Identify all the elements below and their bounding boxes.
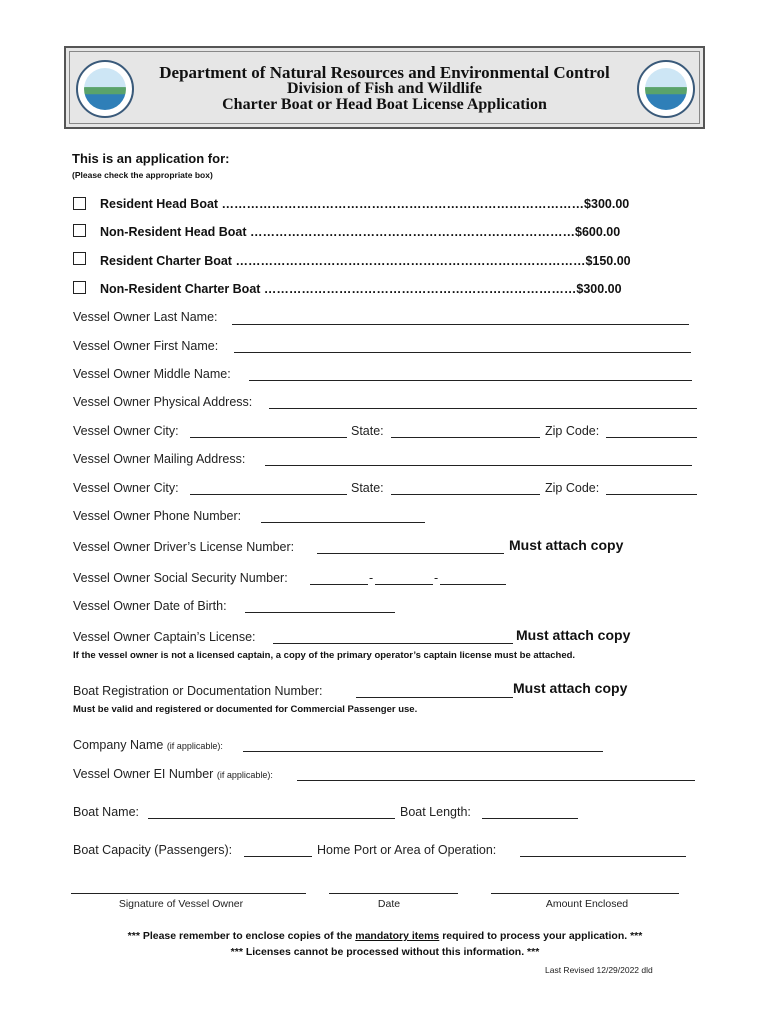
ssn-part3-field[interactable] [440,584,506,585]
phone-field[interactable] [261,522,425,523]
boat-length-field[interactable] [482,818,578,819]
registration-field[interactable] [356,697,513,698]
middle-name-label: Vessel Owner Middle Name: [73,367,231,381]
registration-note: Must be valid and registered or documented for Commercial Passenger use. [73,704,418,715]
company-name-label [73,738,223,752]
footer-reminder [0,930,770,942]
home-port-label: Home Port or Area of Operation: [317,843,497,857]
boat-name-field[interactable] [148,818,395,819]
physical-address-field[interactable] [269,408,697,409]
mailing-city-label: Vessel Owner City: [73,481,179,495]
resident-charter-boat-label: Resident Charter Boat …………………………………………………………………………$150.00 [100,254,631,268]
state-label: State: [351,424,384,438]
mandatory-items-link[interactable]: mandatory items [355,930,440,942]
amount-enclosed-caption: Amount Enclosed [545,898,629,910]
company-name-field[interactable] [243,751,603,752]
last-name-field[interactable] [232,324,689,325]
signature-caption: Signature of Vessel Owner [118,898,244,910]
footer-reminder-start: *** Please remember to enclose copies of the [127,930,356,942]
drivers-license-label: Vessel Owner Driver’s License Number: [73,540,295,554]
application-for-note: (Please check the appropriate box) [72,170,213,180]
last-name-label: Vessel Owner Last Name: [73,310,218,324]
mailing-state-field[interactable] [391,494,540,495]
city-label: Vessel Owner City: [73,424,179,438]
date-line[interactable] [329,893,458,894]
phone-label: Vessel Owner Phone Number: [73,509,242,523]
last-revised: Last Revised 12/29/2022 dld [545,965,653,975]
zip-field[interactable] [606,437,697,438]
registration-label: Boat Registration or Documentation Number: [73,684,323,698]
footer-reminder-end: required to process your application. *** [439,930,643,942]
resident-head-boat-label: Resident Head Boat ……………………………………………………………………………$300.00 [100,197,630,211]
non-resident-head-boat-label: Non-Resident Head Boat ……………………………………………………………………$600.00 [100,225,621,239]
dob-label: Vessel Owner Date of Birth: [73,599,227,613]
dnrec-seal-icon [76,60,134,118]
captains-license-field[interactable] [273,643,513,644]
resident-charter-boat-checkbox[interactable] [73,252,86,265]
mailing-city-field[interactable] [190,494,347,495]
company-name-if-applicable: (if applicable): [166,741,223,751]
resident-head-boat-checkbox[interactable] [73,197,86,210]
captains-license-label: Vessel Owner Captain’s License: [73,630,256,644]
boat-capacity-field[interactable] [244,856,312,857]
captain-license-note: If the vessel owner is not a licensed captain, a copy of the primary operator’s captain license must be attached. [73,650,576,661]
non-resident-head-boat-checkbox[interactable] [73,224,86,237]
company-name-text: Company Name [73,738,164,752]
mailing-address-field[interactable] [265,465,692,466]
header-division: Division of Fish and Wildlife [286,80,482,97]
captains-license-must-attach: Must attach copy [516,627,631,643]
amount-enclosed-line[interactable] [491,893,679,894]
state-field[interactable] [391,437,540,438]
mailing-state-label: State: [351,481,384,495]
fish-wildlife-seal-icon [637,60,695,118]
header-department: Department of Natural Resources and Environmental Control [159,63,610,82]
drivers-license-must-attach: Must attach copy [509,537,624,553]
boat-capacity-label: Boat Capacity (Passengers): [73,843,233,857]
ssn-part2-field[interactable] [375,584,433,585]
first-name-field[interactable] [234,352,691,353]
ei-number-text: Vessel Owner EI Number [73,767,214,781]
mailing-zip-label: Zip Code: [545,481,600,495]
dob-field[interactable] [245,612,395,613]
non-resident-charter-boat-checkbox[interactable] [73,281,86,294]
physical-address-label: Vessel Owner Physical Address: [73,395,253,409]
header-form-title: Charter Boat or Head Boat License Application [222,96,547,113]
first-name-label: Vessel Owner First Name: [73,339,219,353]
zip-label: Zip Code: [545,424,600,438]
form-header [64,46,705,129]
mailing-zip-field[interactable] [606,494,697,495]
ssn-label: Vessel Owner Social Security Number: [73,571,288,585]
registration-must-attach: Must attach copy [513,680,628,696]
drivers-license-field[interactable] [317,553,504,554]
footer-warning: *** Licenses cannot be processed without this information. *** [230,946,540,958]
non-resident-charter-boat-label: Non-Resident Charter Boat …………………………………………………………………$300.00 [100,282,622,296]
ei-number-label [73,767,273,781]
application-for-title: This is an application for: [72,151,230,166]
city-field[interactable] [190,437,347,438]
ei-number-if-applicable: (if applicable): [216,770,273,780]
home-port-field[interactable] [520,856,686,857]
ssn-separator-2: - [434,571,439,585]
boat-length-label: Boat Length: [400,805,471,819]
ssn-part1-field[interactable] [310,584,368,585]
date-caption: Date [377,898,401,910]
signature-line[interactable] [71,893,306,894]
mailing-address-label: Vessel Owner Mailing Address: [73,452,246,466]
middle-name-field[interactable] [249,380,692,381]
ssn-separator-1: - [369,571,374,585]
boat-name-label: Boat Name: [73,805,140,819]
ei-number-field[interactable] [297,780,695,781]
